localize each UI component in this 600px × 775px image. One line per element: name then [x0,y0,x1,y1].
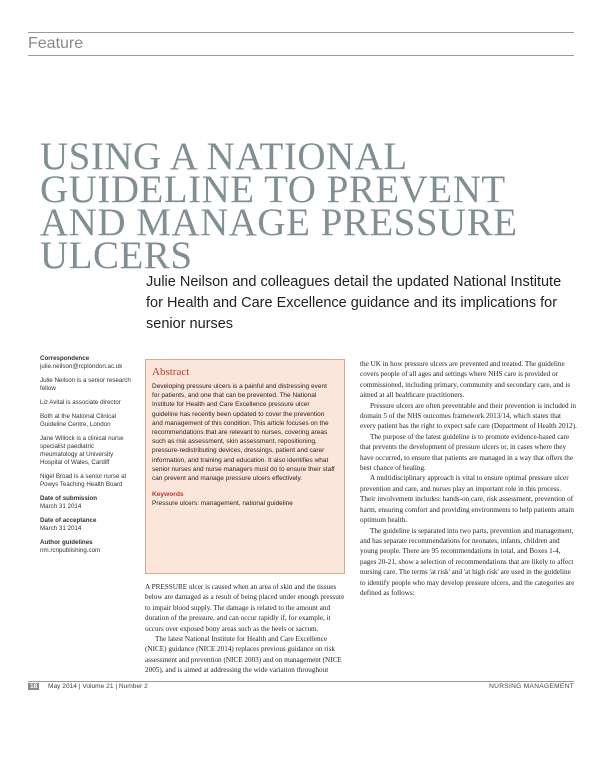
body-paragraph: the UK in how pressure ulcers are prevented and treated. The guideline covers people of all ages and settings where NHS care is provided or commissioned, including primary, community and secondary care, and is aimed at all healthcare practitioners. [360,360,571,400]
page-number: 18 [30,683,38,690]
acceptance-date: March 31 2014 [40,525,82,532]
author-sidebar [40,355,132,561]
body-paragraph: The latest National Institute for Health and Care Excellence (NICE) guidance (NICE 2014) replaces previous guidance on risk assessment and prevention (NICE 2003) and on management (NICE 2005), and is aimed at addressing the wide variation throughout [145,635,342,675]
acceptance-label: Date of acceptance [40,517,97,524]
article-title: USING A NATIONAL GUIDELINE TO PREVENT AND MANAGE PRESSURE ULCERS [40,135,518,277]
article-standfirst: Julie Neilson and colleagues detail the updated National Institute for Health and Care Excellence guidance and its implications for senior nurses [146,274,562,332]
keywords-heading: Keywords [152,491,184,499]
author-bio: Julie Neilson is a senior research fellow [40,377,131,392]
guidelines-label: Author guidelines [40,539,93,546]
author-bio: Both at the National Clinical Guideline Centre, London [40,413,117,428]
submission-label: Date of submission [40,495,98,502]
issue-info: May 2014 | Volume 21 | Number 2 [48,683,148,690]
body-column-left [145,582,345,676]
abstract-box [145,359,345,574]
section-label: Feature [28,35,84,52]
body-paragraph: Pressure ulcers are often preventable and their prevention is included in domain 5 of the NHS outcomes framework 2013/14, which states that every patient has the right to expect safe care (Department of Health 2012). [360,401,577,431]
abstract-heading: Abstract [152,366,190,378]
abstract-text: Developing pressure ulcers is a painful and distressing event for patients, and one that can be prevented. The National Institute for Health and Care Excellence pressure ulcer guideline has recently been updated to cover the prevention and management of this condition. This article focuses on the recommendations that are relevant to nurses, covering areas such as risk assessment, skin assessment, repositioning, pressure-redistributing devices, dressings, patient and carer information, and training and education. It also identifies what senior nurses and nurse managers must do to ensure their staff can prevent and manage pressure ulcers effectively. [152,383,335,483]
body-paragraph: A PRESSURE ulcer is caused when an area of skin and the tissues below are damaged as a result of being placed under enough pressure to impair blood supply. The damage is related to the amount and duration of the pressure, and can occur rapidly if, for example, it occurs over exposed bony areas such as the heels or sacrum. [145,583,345,633]
section-header [28,32,574,56]
body-paragraph: The purpose of the latest guideline is to promote evidence-based care that prevents the development of pressure ulcers or, in cases where they have occurred, to ensure that patients are managed in a way that offers the best chance of healing. [360,432,574,473]
author-bio: Liz Avital is associate director [40,399,121,406]
submission-date: March 31 2014 [40,503,82,510]
correspondence-email[interactable]: julie.neilson@rcplondon.ac.uk [40,363,123,370]
keywords-text: Pressure ulcers: management, national guideline [152,500,293,508]
author-bio: Nigel Broad is a senior nurse at Powys Teaching Health Board [40,473,127,488]
body-column-right [360,359,578,598]
body-paragraph: The guideline is separated into two parts, prevention and management, and has separate recommendations for neonates, infants, children and young people. There are 95 recommendations in total, and Boxes 1-4, pages 20-21, show a selection of recommendations that are likely to affect nursing care. The terms 'at risk' and 'at high risk' are used in the guideline to identify people who may develop pressure ulcers, and the categories are defined as follows: [360,526,575,597]
page-footer [28,681,574,692]
body-paragraph: A multidisciplinary approach is vital to ensure optimal pressure ulcer prevention and care, and nurses play an important role in this process. Their involvement includes: hands-on care, risk assessment, prevention of harm, ensuring comfort and providing environments to help patients attain optimum health. [360,474,574,525]
guidelines-link[interactable]: nm.rcnpublishing.com [40,547,101,554]
author-bio: Jane Willock is a clinical nurse specialist paediatric rheumatology at University Hospital of Wales, Cardiff [40,435,124,466]
correspondence-label: Correspondence [40,355,90,362]
journal-name: NURSING MANAGEMENT [489,683,574,690]
